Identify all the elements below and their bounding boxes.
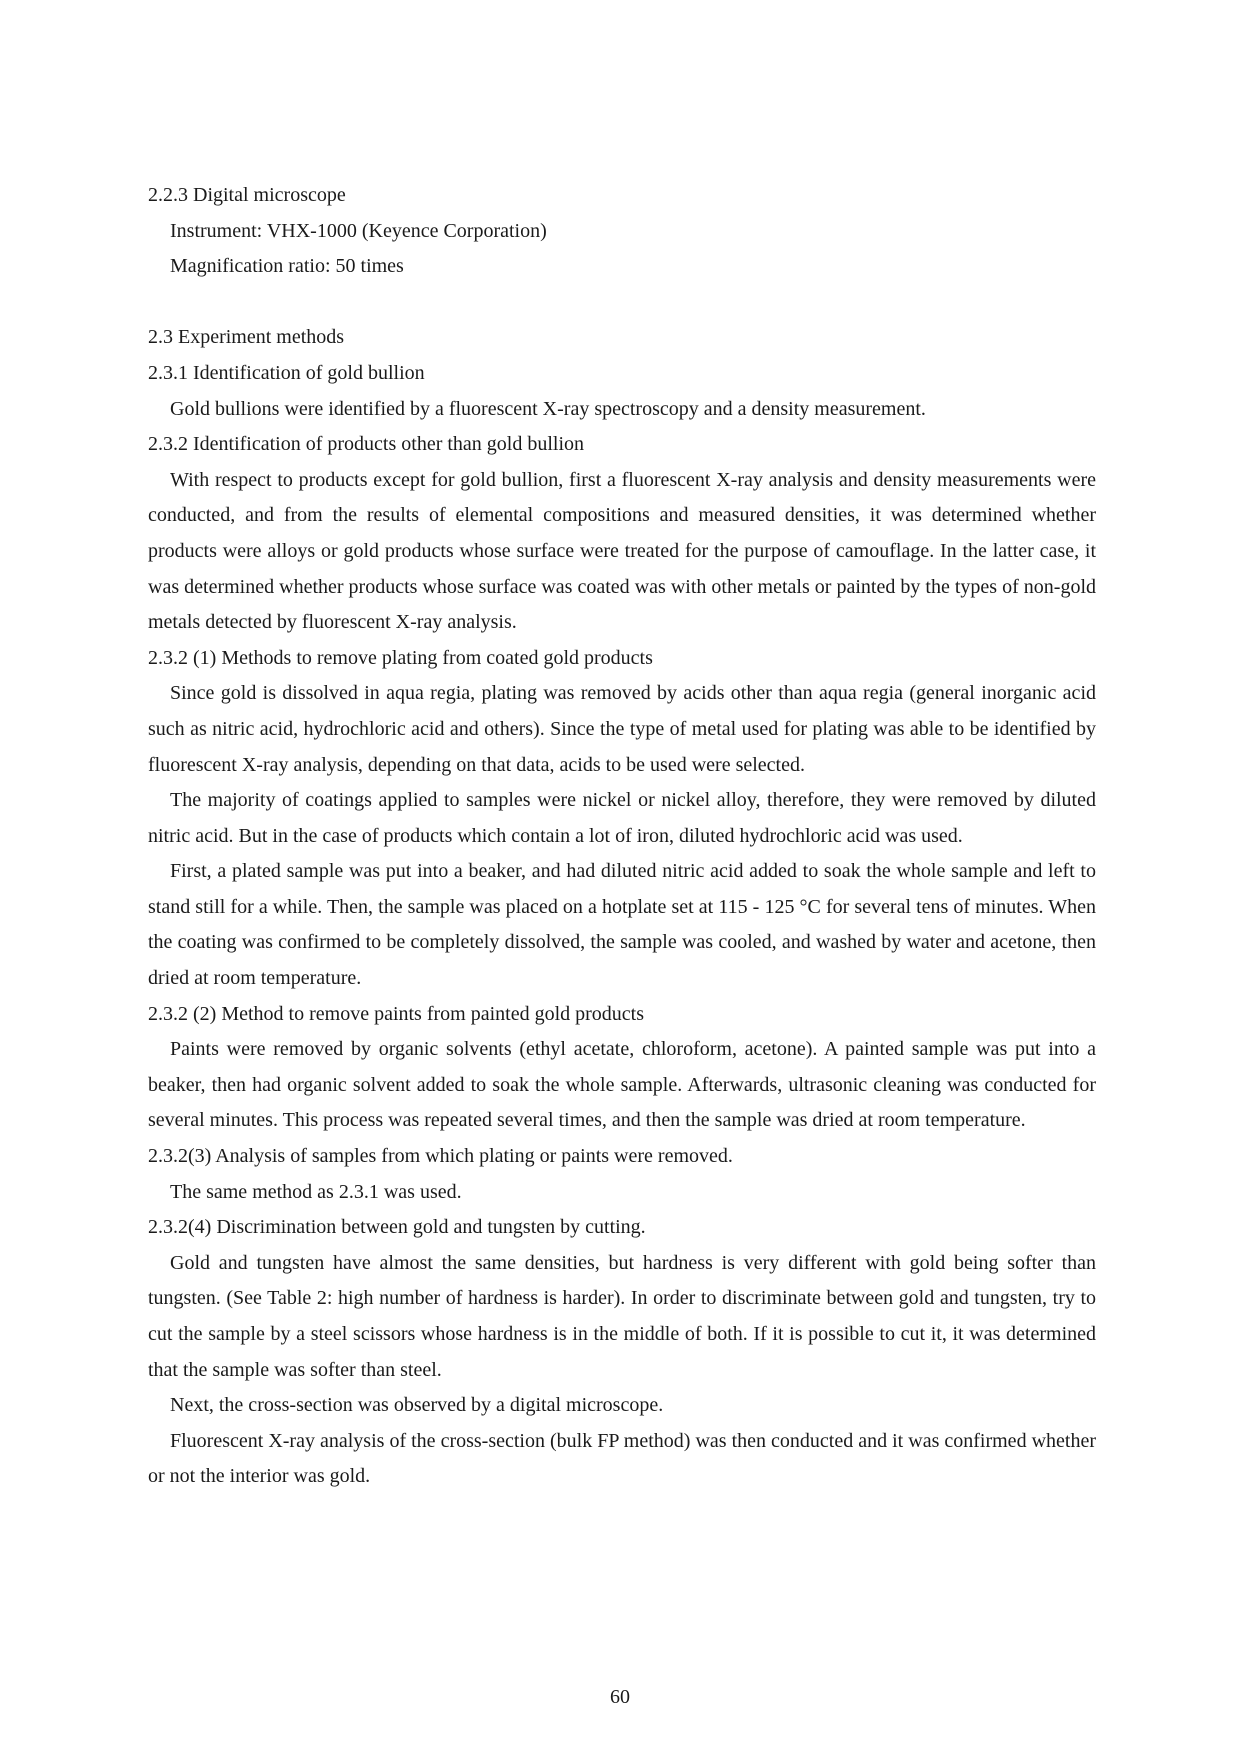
paragraph-2-3-2-1-c: First, a plated sample was put into a beaker, and had diluted nitric acid added to soak the whole sample and left to stand still for a while. Then, the sample was placed on a hotplate set at 115 - 125 °C for several tens of minutes. When the coating was confirmed to be completely dissolved, the sample was cooled, and washed by water and acetone, then dried at room temperature. <box>148 860 1096 990</box>
section-heading-2-3-1: 2.3.1 Identification of gold bullion <box>148 361 425 384</box>
page-number: 60 <box>610 1686 630 1708</box>
page-body <box>148 178 1096 1495</box>
section-heading-2-3-2-2: 2.3.2 (2) Method to remove paints from painted gold products <box>148 1002 645 1025</box>
paragraph-2-3-2-2: Paints were removed by organic solvents (ethyl acetate, chloroform, acetone). A painted sample was put into a beaker, then had organic solvent added to soak the whole sample. Afterwards, ultrasonic cleaning was conducted for several minutes. This process was repeated several times, and then the sample was dried at room temperature. <box>148 1038 1096 1132</box>
paragraph-2-3-1: Gold bullions were identified by a fluorescent X-ray spectroscopy and a density measurement. <box>170 397 926 420</box>
section-heading-2-3-2-3: 2.3.2(3) Analysis of samples from which plating or paints were removed. <box>148 1145 733 1168</box>
section-heading-2-3-2-1: 2.3.2 (1) Methods to remove plating from coated gold products <box>148 646 653 669</box>
paragraph-2-3-2-4-c: Fluorescent X-ray analysis of the cross-section (bulk FP method) was then conducted and it was confirmed whether or not the interior was gold. <box>148 1429 1096 1488</box>
section-heading-2-3-2: 2.3.2 Identification of products other than gold bullion <box>148 433 585 456</box>
magnification-line: Magnification ratio: 50 times <box>170 255 404 278</box>
paragraph-2-3-2-4-a: Gold and tungsten have almost the same densities, but hardness is very different with gold being softer than tungsten. (See Table 2: high number of hardness is harder). In order to discriminate between gold and tungsten, try to cut the sample by a steel scissors whose hardness is in the middle of both. If it is possible to cut it, it was determined that the sample was softer than steel. <box>148 1251 1096 1381</box>
instrument-line: Instrument: VHX-1000 (Keyence Corporation) <box>170 219 547 242</box>
paragraph-2-3-2-4-b: Next, the cross-section was observed by a digital microscope. <box>170 1394 664 1417</box>
blank-spacer <box>148 285 1096 321</box>
section-heading-2-3-2-4: 2.3.2(4) Discrimination between gold and tungsten by cutting. <box>148 1216 646 1239</box>
paragraph-2-3-2-1-b: The majority of coatings applied to samples were nickel or nickel alloy, therefore, they were removed by diluted nitric acid. But in the case of products which contain a lot of iron, diluted hydrochloric acid was used. <box>148 789 1096 847</box>
paragraph-2-3-2-3: The same method as 2.3.1 was used. <box>170 1180 462 1203</box>
section-heading-2-3: 2.3 Experiment methods <box>148 326 345 349</box>
paragraph-2-3-2: With respect to products except for gold bullion, first a fluorescent X-ray analysis and density measurements were conducted, and from the results of elemental compositions and measured densities, it was determined whether products were alloys or gold products whose surface were treated for the purpose of camouflage. In the latter case, it was determined whether products whose surface was coated was with other metals or painted by the types of non-gold metals detected by fluorescent X-ray analysis. <box>148 468 1096 634</box>
paragraph-2-3-2-1-a: Since gold is dissolved in aqua regia, plating was removed by acids other than aqua regia (general inorganic acid such as nitric acid, hydrochloric acid and others). Since the type of metal used for plating was able to be identified by fluorescent X-ray analysis, depending on that data, acids to be used were selected. <box>148 682 1096 776</box>
section-heading-2-2-3: 2.2.3 Digital microscope <box>148 184 346 206</box>
